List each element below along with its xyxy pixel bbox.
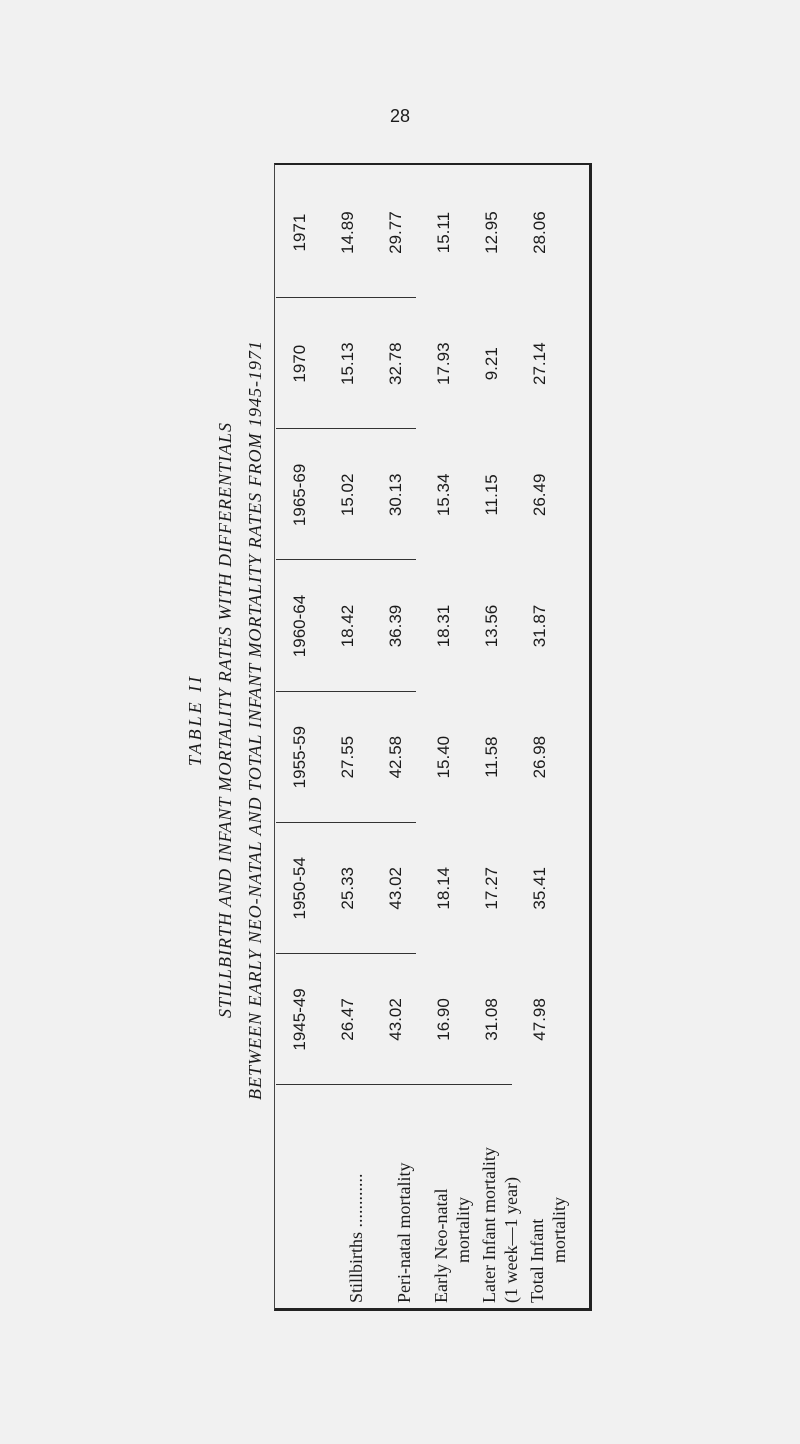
column-header: 1945-49	[290, 988, 309, 1051]
column-header: 1970	[290, 344, 309, 383]
table-cell: 11.15	[482, 474, 501, 516]
table-cell: 16.90	[434, 998, 453, 1041]
table-cell: 15.13	[338, 342, 357, 385]
table-cell: 26.98	[530, 735, 549, 779]
table-cell: 17.27	[482, 867, 501, 910]
row-label	[428, 1085, 476, 1303]
column-header: 1960-64	[290, 594, 309, 658]
row-label-line2: (1 week—1 year)	[501, 1177, 521, 1303]
table-cell: 27.14	[530, 342, 549, 385]
row-labels	[276, 1085, 592, 1311]
caption-line-2: BETWEEN EARLY NEO-NATAL AND TOTAL INFANT MORTALITY RATES FROM 1945-1971	[245, 340, 265, 1100]
table-cell: 18.31	[434, 604, 453, 648]
column-header: 1955-59	[290, 725, 309, 789]
column-1955-59	[276, 692, 592, 823]
table-cell: 11.58	[482, 736, 501, 778]
column-1970	[276, 298, 592, 429]
table-cell: 15.34	[434, 473, 453, 517]
table-cell: 35.41	[530, 867, 549, 910]
table-cell: 26.47	[338, 998, 357, 1041]
table-cell: 15.11	[434, 211, 453, 254]
table-cell: 43.02	[386, 867, 405, 910]
table-cell: 27.55	[338, 735, 357, 779]
column-1950-54	[276, 823, 592, 954]
table-cell: 29.77	[386, 211, 405, 254]
row-label-line2: mortality	[549, 1197, 569, 1263]
column-1960-64	[276, 560, 592, 691]
row-label	[524, 1085, 572, 1303]
column-1965-69	[276, 429, 592, 560]
table-cell: 43.02	[386, 998, 405, 1041]
page-number: 28	[389, 106, 411, 126]
row-label-line1: Peri-natal mortality	[394, 1162, 414, 1303]
column-1971	[276, 167, 592, 298]
caption-line-1: STILLBIRTH AND INFANT MORTALITY RATES WITH DIFFERENTIALS	[215, 421, 235, 1019]
row-label-line1: Total Infant	[527, 1218, 547, 1303]
column-header: 1971	[290, 213, 309, 252]
table-cell: 9.21	[482, 347, 501, 381]
column-1945-49	[276, 954, 592, 1085]
table-cell: 18.14	[434, 867, 453, 910]
table-label: TABLE II	[185, 673, 205, 767]
row-label-line1: Stillbirths ............	[346, 1173, 366, 1303]
table-cell: 26.49	[530, 473, 549, 517]
table-cell: 15.40	[434, 735, 453, 779]
row-label-line1: Early Neo-natal	[431, 1188, 451, 1303]
table-cell: 18.42	[338, 604, 357, 648]
row-label-line1: Later Infant mortality	[479, 1147, 499, 1303]
table-cell: 31.87	[530, 604, 549, 648]
table-cell: 13.56	[482, 604, 501, 648]
table-cell: 14.89	[338, 211, 357, 254]
row-label	[332, 1085, 380, 1303]
row-label	[476, 1085, 524, 1303]
table-cell: 32.78	[386, 342, 405, 385]
table-cell: 17.93	[434, 342, 453, 385]
table-cell: 15.02	[338, 473, 357, 517]
column-header: 1950-54	[290, 857, 309, 920]
table-cell: 25.33	[338, 867, 357, 910]
table-cell: 36.39	[386, 604, 405, 648]
row-label-line2: mortality	[453, 1197, 473, 1263]
mortality-table	[274, 163, 592, 1311]
table-cell: 47.98	[530, 998, 549, 1041]
table-cell: 30.13	[386, 473, 405, 517]
table-cell: 12.95	[482, 211, 501, 254]
table-cell: 42.58	[386, 735, 405, 779]
table-cell: 28.06	[530, 211, 549, 254]
table-cell: 31.08	[482, 998, 501, 1041]
table-caption	[170, 120, 280, 1320]
row-label	[380, 1085, 428, 1303]
column-header: 1965-69	[290, 463, 309, 527]
